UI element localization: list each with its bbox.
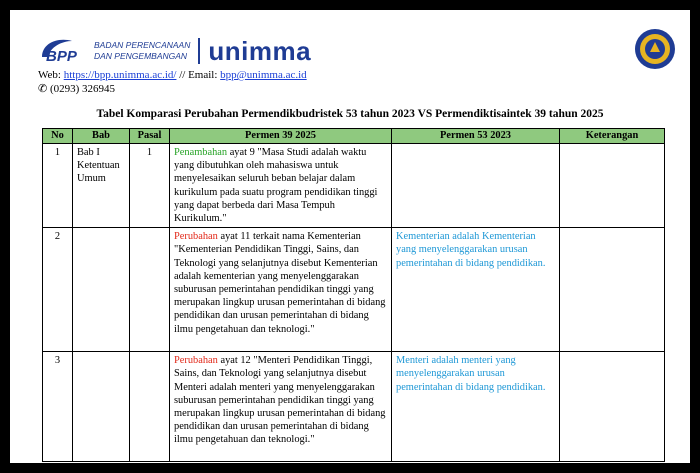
agency-line-1: BADAN PERENCANAAN (94, 40, 191, 50)
column-header-no: No (43, 129, 73, 144)
column-header-keterangan: Keterangan (560, 129, 665, 144)
table-header-row (43, 129, 665, 144)
table-row (43, 144, 665, 228)
change-text: ayat 9 "Masa Studi adalah waktu yang dibutuhkan oleh mahasiswa untuk menyelesaikan seluruh beban belajar dalam kurikulum pada suatu program pendidikan tinggi yang dapat berbeda dari Masa Tempuh Kurikulum." (174, 147, 378, 225)
cell-keterangan (560, 144, 665, 228)
university-seal-icon (634, 28, 676, 70)
cell-permen-53: Kementerian adalah Kementerian yang menyelenggarakan urusan pemerintahan di bidang pendidikan. (392, 228, 560, 352)
cell-bab: Bab I Ketentuan Umum (73, 144, 130, 228)
cell-pasal: 1 (130, 144, 170, 228)
cell-no: 2 (43, 228, 73, 352)
cell-permen-53: Menteri adalah menteri yang menyelenggarakan urusan pemerintahan di bidang pendidikan. (392, 352, 560, 462)
cell-bab (73, 228, 130, 352)
table-row (43, 228, 665, 352)
column-header-bab: Bab (73, 129, 130, 144)
column-header-permen-53: Permen 53 2023 (392, 129, 560, 144)
contact-web-line (38, 68, 307, 82)
bpp-logo-text: BPP (46, 48, 77, 65)
change-tag-changed: Perubahan (174, 231, 218, 243)
cell-no: 1 (43, 144, 73, 228)
website-link[interactable]: https://bpp.unimma.ac.id/ (63, 69, 177, 81)
column-header-permen-39: Permen 39 2025 (170, 129, 392, 144)
cell-keterangan (560, 352, 665, 462)
change-text: ayat 12 "Menteri Pendidikan Tinggi, Sains, dan Teknologi yang selanjutnya disebut Menteri adalah menteri yang menyelenggarakan suburusan pemerintahan pendidikan tinggi yang merupakan lingkup urusan pemerintahan di bidang pendidikan dan urusan pemerintahan di bidang ilmu pengetahuan dan teknologi." (174, 355, 386, 446)
email-link[interactable]: bpp@unimma.ac.id (220, 69, 307, 81)
cell-permen-39 (170, 228, 392, 352)
cell-keterangan (560, 228, 665, 352)
comparison-table (42, 128, 665, 462)
agency-line-2: DAN PENGEMBANGAN (94, 51, 188, 61)
document-page (10, 10, 690, 463)
change-tag-changed: Perubahan (174, 355, 218, 367)
cell-pasal (130, 228, 170, 352)
cell-no: 3 (43, 352, 73, 462)
email-label: // Email: (176, 69, 221, 81)
agency-name (94, 40, 190, 62)
table-row (43, 352, 665, 462)
unimma-brand: unimma (208, 35, 312, 66)
logo-divider (198, 38, 200, 64)
change-text: ayat 11 terkait nama Kementerian "Kementerian Pendidikan Tinggi, Sains, dan Teknologi yang selanjutnya disebut Kementerian adalah kementerian yang menyelenggarakan suburusan pemerintahan pendidikan tinggi yang merupakan lingkup urusan pemerintahan di bidang pendidikan dan urusan pemerintahan di bidang ilmu pengetahuan dan teknologi." (174, 231, 386, 335)
cell-pasal (130, 352, 170, 462)
cell-permen-39 (170, 144, 392, 228)
bpp-logo (38, 34, 311, 68)
web-label: Web: (38, 69, 64, 81)
phone-number: ✆ (0293) 326945 (38, 83, 116, 95)
contact-info (38, 68, 307, 96)
document-title: Tabel Komparasi Perubahan Permendikbudristek 53 tahun 2023 VS Permendiktisaintek 39 tahun 2025 (96, 108, 604, 120)
cell-permen-53 (392, 144, 560, 228)
change-tag-added: Penambahan (174, 147, 228, 158)
column-header-pasal: Pasal (130, 129, 170, 144)
bpp-logo-icon (38, 35, 88, 67)
cell-bab (73, 352, 130, 462)
cell-permen-39 (170, 352, 392, 462)
